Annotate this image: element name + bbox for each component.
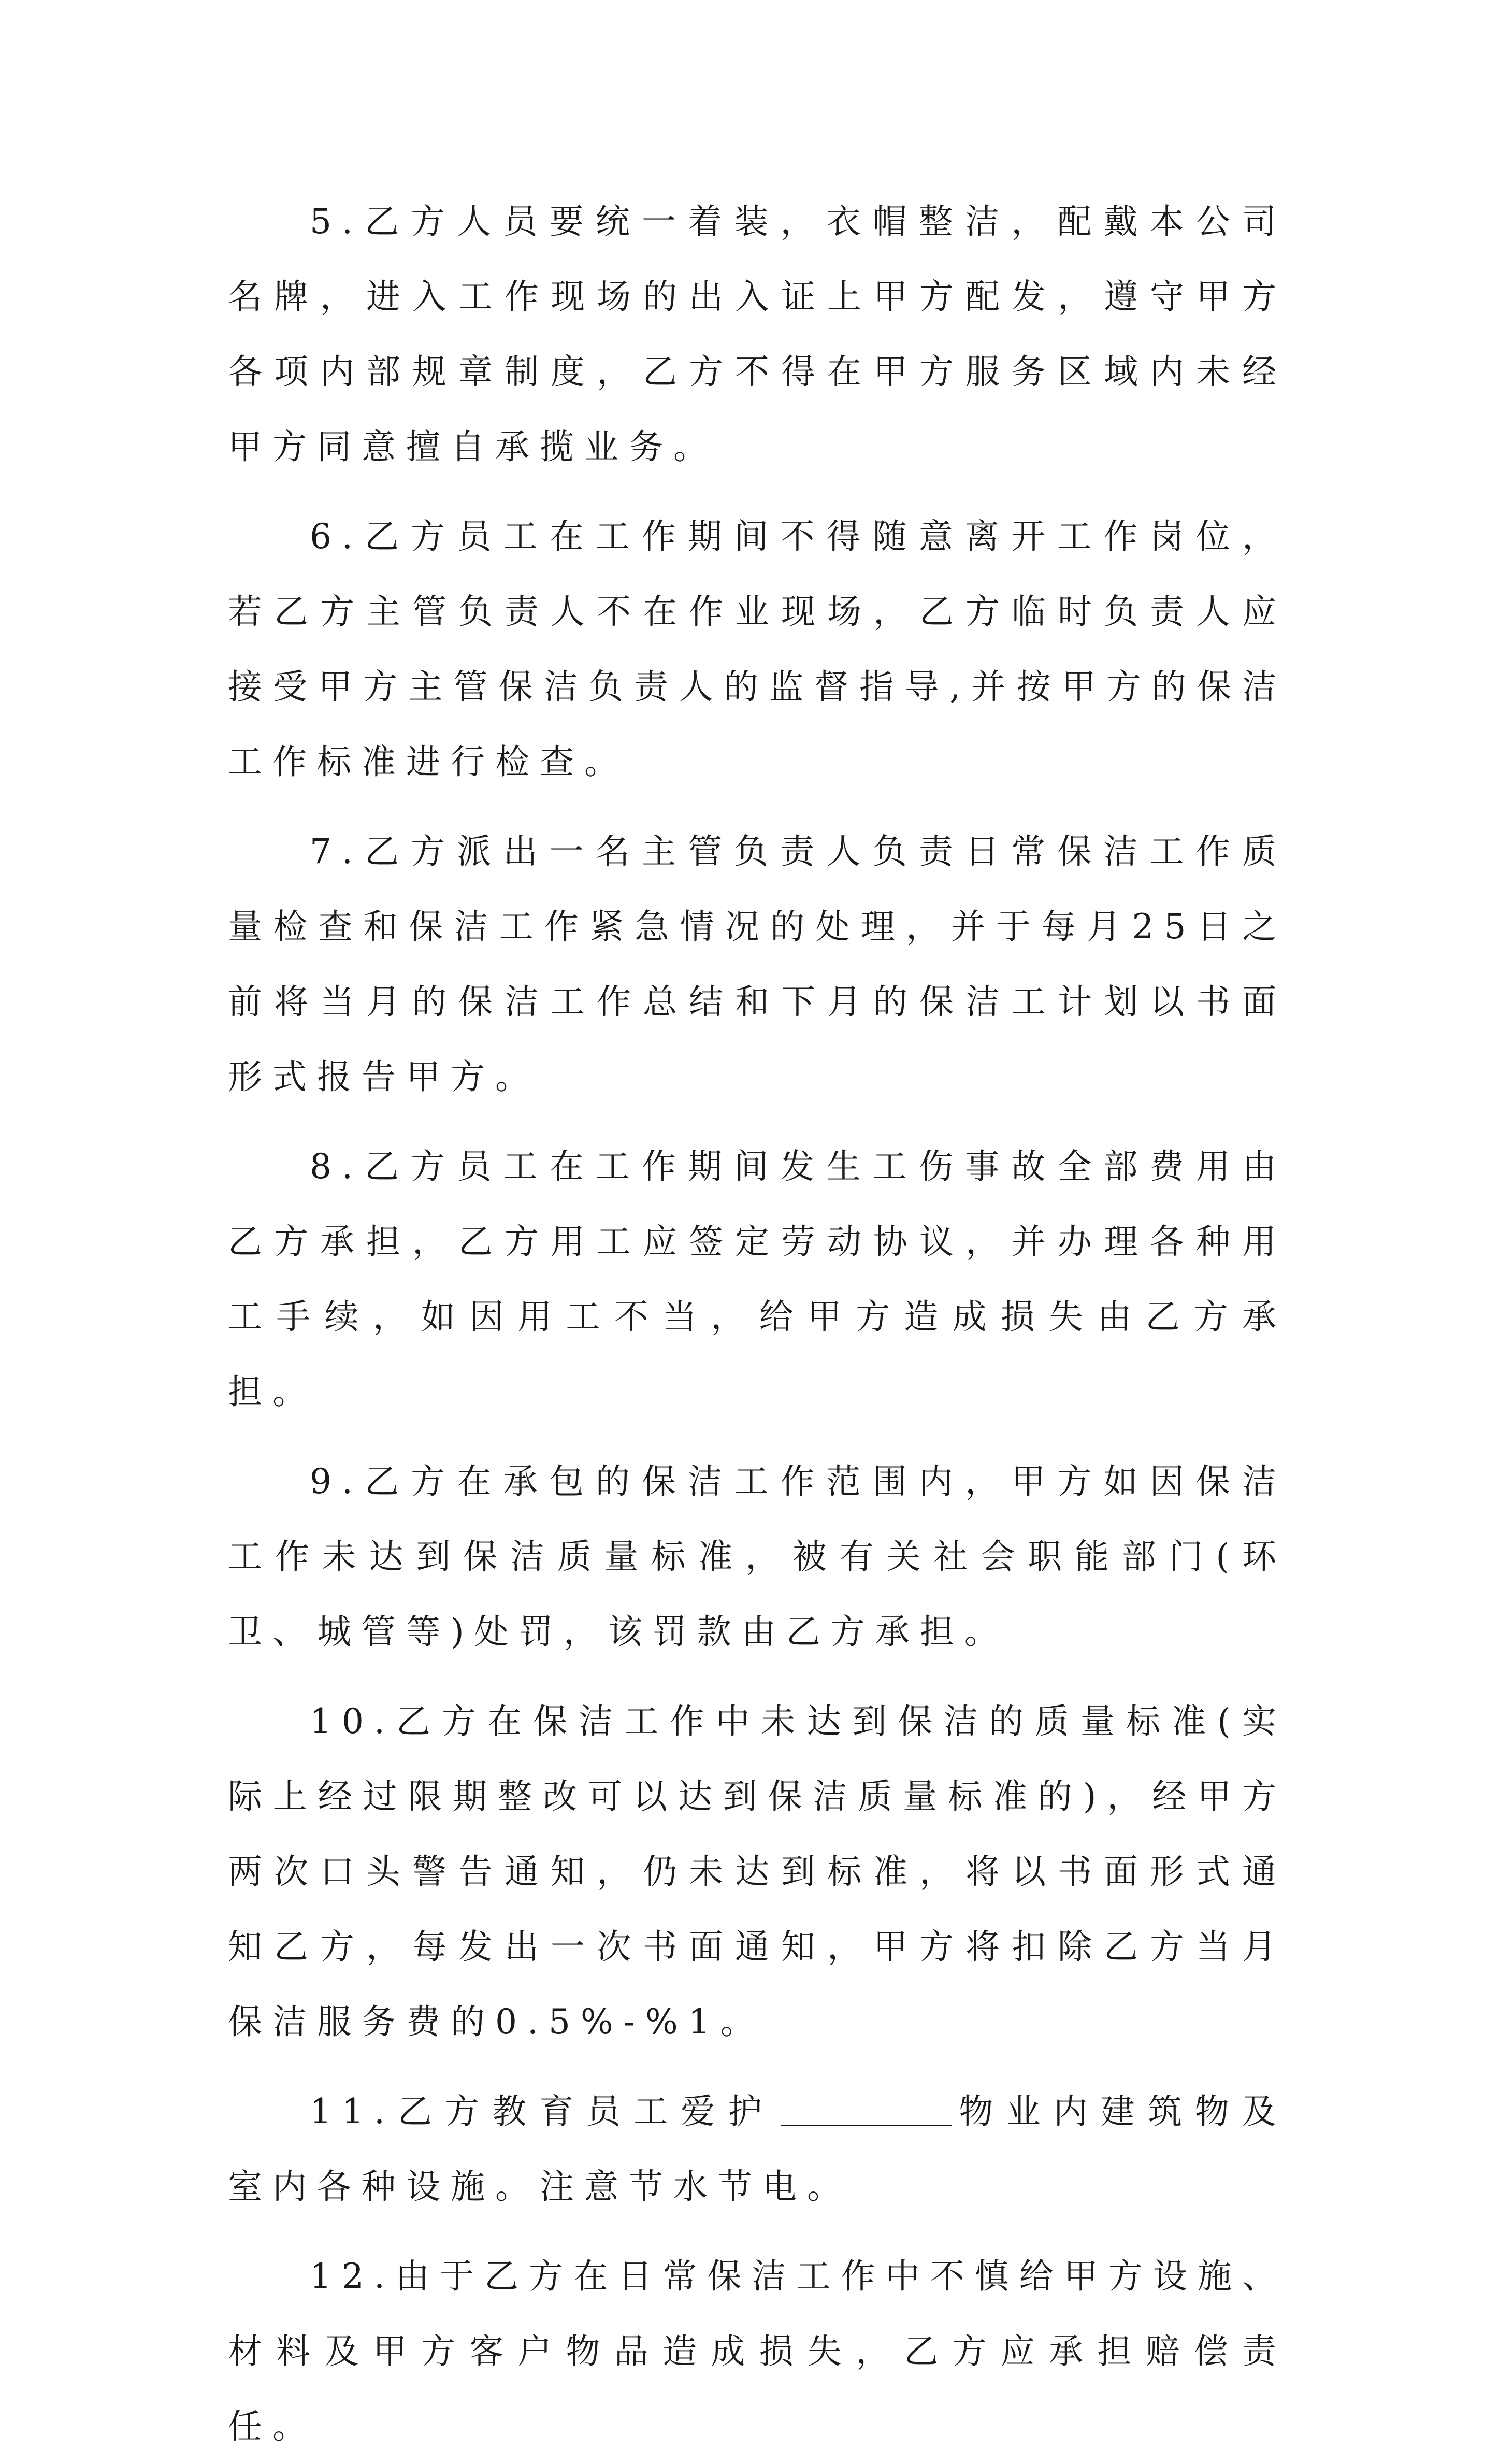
clause-list xyxy=(228,184,1287,2464)
clause-5: 5.乙方人员要统一着装，衣帽整洁，配戴本公司名牌，进入工作现场的出入证上甲方配发，遵守甲方各项内部规章制度，乙方不得在甲方服务区域内未经甲方同意擅自承揽业务。 xyxy=(228,202,1287,467)
clause-6: 6.乙方员工在工作期间不得随意离开工作岗位，若乙方主管负责人不在作业现场，乙方临时负责人应接受甲方主管保洁负责人的监督指导,并按甲方的保洁工作标准进行检查。 xyxy=(228,517,1287,782)
clause-11 xyxy=(228,2074,1287,2224)
clause-11-text-after: 物业内建筑物及室内各种设施。注意节水节电。 xyxy=(228,2091,1287,2207)
clause-11-text-before: 11.乙方教育员工爱护 xyxy=(310,2091,775,2131)
clause-7: 7.乙方派出一名主管负责人负责日常保洁工作质量检查和保洁工作紧急情况的处理，并于每月25日之前将当月的保洁工作总结和下月的保洁工计划以书面形式报告甲方。 xyxy=(228,832,1287,1097)
fill-in-blank xyxy=(781,2124,952,2126)
clause-9: 9.乙方在承包的保洁工作范围内，甲方如因保洁工作未达到保洁质量标准，被有关社会职能部门(环卫、城管等)处罚，该罚款由乙方承担。 xyxy=(228,1462,1287,1652)
clause-12: 12.由于乙方在日常保洁工作中不慎给甲方设施、材料及甲方客户物品造成损失，乙方应承担赔偿责任。 xyxy=(228,2256,1287,2446)
clause-10: 10.乙方在保洁工作中未达到保洁的质量标准(实际上经过限期整改可以达到保洁质量标准的)，经甲方两次口头警告通知，仍未达到标准，将以书面形式通知乙方，每发出一次书面通知，甲方将扣除乙方当月保洁服务费的0.5%-%1。 xyxy=(228,1701,1287,2042)
clause-8: 8.乙方员工在工作期间发生工伤事故全部费用由乙方承担，乙方用工应签定劳动协议，并办理各种用工手续，如因用工不当，给甲方造成损失由乙方承担。 xyxy=(228,1147,1287,1412)
